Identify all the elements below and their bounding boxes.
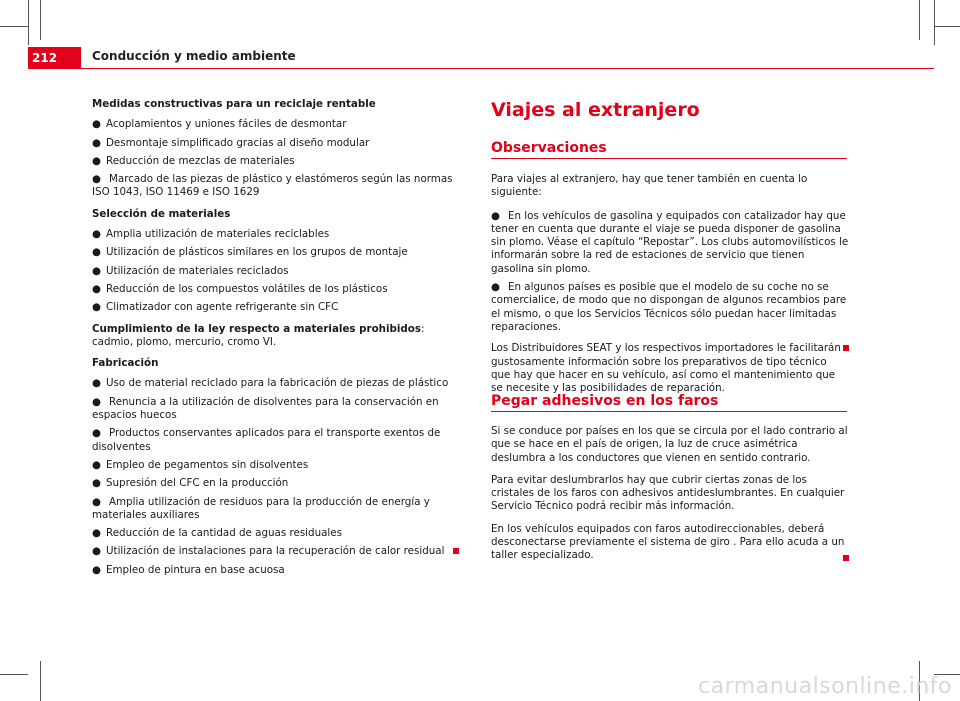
watermark: carmanualsonline.info <box>698 674 952 699</box>
list-item: ● Utilización de instalaciones para la recuperación de calor residual <box>92 545 445 558</box>
list-item: ● Amplia utilización de materiales reciclables <box>92 228 330 241</box>
crop-mark <box>0 674 28 675</box>
page-number: 212 <box>28 47 81 69</box>
list-item: ● Reducción de la cantidad de aguas residuales <box>92 527 342 540</box>
intro-paragraph: Para viajes al extranjero, hay que tener también en cuenta lo siguiente: <box>491 173 808 199</box>
crop-mark <box>28 0 29 45</box>
subheading-rule <box>491 158 847 159</box>
paragraph: Los Distribuidores SEAT y los respectivos importadores le facilitarán gustosamente información sobre los preparativos de tipo técnico que hay que hacer en su vehículo, así como el mantenimiento que se necesite y las posibilidades de reparación. <box>491 342 841 395</box>
list-item: ● Uso de material reciclado para la fabricación de piezas de plástico <box>92 377 449 390</box>
section-heading: Medidas constructivas para un reciclaje rentable <box>92 98 376 110</box>
list-item: ● Acoplamientos y uniones fáciles de desmontar <box>92 118 347 131</box>
prohibited-paragraph: Cumplimiento de la ley respecto a materiales prohibidos: cadmio, plomo, mercurio, cromo VI. <box>92 322 425 348</box>
right-column-faros <box>491 425 849 569</box>
list-item: ● Supresión del CFC en la producción <box>92 477 289 490</box>
subheading-rule <box>491 411 847 412</box>
subheading-faros: Pegar adhesivos en los faros <box>491 393 719 409</box>
list-item: ● Utilización de materiales reciclados <box>92 264 289 277</box>
page-heading: Viajes al extranjero <box>491 99 700 121</box>
crop-mark <box>934 0 935 45</box>
paragraph: Si se conduce por países en los que se circula por el lado contrario al que se hace en el país de origen, la luz de cruce asimétrica deslumbra a los conductores que vienen en sentido contrario. <box>491 425 848 464</box>
list-item: ● Marcado de las piezas de plástico y elastómeros según las normas ISO 1043, ISO 11469 e ISO 1629 <box>92 173 453 199</box>
list-item: ● Amplia utilización de residuos para la producción de energía y materiales auxiliares <box>92 495 430 521</box>
header-divider <box>81 68 934 69</box>
crop-mark <box>934 26 960 27</box>
section-heading: Fabricación <box>92 357 159 370</box>
list-item: ● Desmontaje simplificado gracias al diseño modular <box>92 136 370 149</box>
paragraph: Para evitar deslumbrarlos hay que cubrir ciertas zonas de los cristales de los faros con adhesivos antideslumbrantes. En cualquier Servicio Técnico podrá recibir más información. <box>491 473 845 513</box>
crop-mark <box>0 26 28 27</box>
section-end-mark <box>453 548 459 554</box>
list-item: ● Productos conservantes aplicados para el transporte exentos de disolventes <box>92 427 441 453</box>
paragraph: En los vehículos equipados con faros autodireccionables, deberá desconectarse previamente el sistema de giro . Para ello acuda a un taller especializado. <box>491 522 845 562</box>
chapter-title: Conducción y medio ambiente <box>92 49 296 63</box>
list-item: ● Empleo de pintura en base acuosa <box>92 563 285 576</box>
section-end-mark <box>843 555 849 561</box>
list-item: ● Climatizador con agente refrigerante sin CFC <box>92 301 339 314</box>
list-item: ● Reducción de los compuestos volátiles de los plásticos <box>92 282 388 295</box>
subheading-observaciones: Observaciones <box>491 140 607 156</box>
right-column-observaciones <box>491 173 849 401</box>
crop-mark <box>919 0 920 40</box>
list-item: ● En algunos países es posible que el modelo de su coche no se comercialice, de modo que no dispongan de algunos recambios pare el mismo, o que los Servicios Técnicos sólo puedan hacer limitadas reparaciones. <box>491 281 847 333</box>
list-item: ● Utilización de plásticos similares en los grupos de montaje <box>92 246 408 259</box>
section-end-mark <box>843 345 849 351</box>
list-item: ● Renuncia a la utilización de disolventes para la conservación en espacios huecos <box>92 395 439 422</box>
left-column <box>92 98 462 582</box>
section-heading: Selección de materiales <box>92 207 231 220</box>
list-item: ● Empleo de pegamentos sin disolventes <box>92 458 309 471</box>
list-item: ● En los vehículos de gasolina y equipados con catalizador hay que tener en cuenta que durante el viaje se pueda disponer de gasolina sin plomo. Véase el capítulo “Repostar”. Los clubs automovilísticos le informarán sobre la red de estaciones de servicio que tienen gasolina sin plomo. <box>491 209 849 275</box>
list-item: ● Reducción de mezclas de materiales <box>92 154 295 167</box>
crop-mark <box>40 661 41 701</box>
crop-mark <box>40 0 41 40</box>
